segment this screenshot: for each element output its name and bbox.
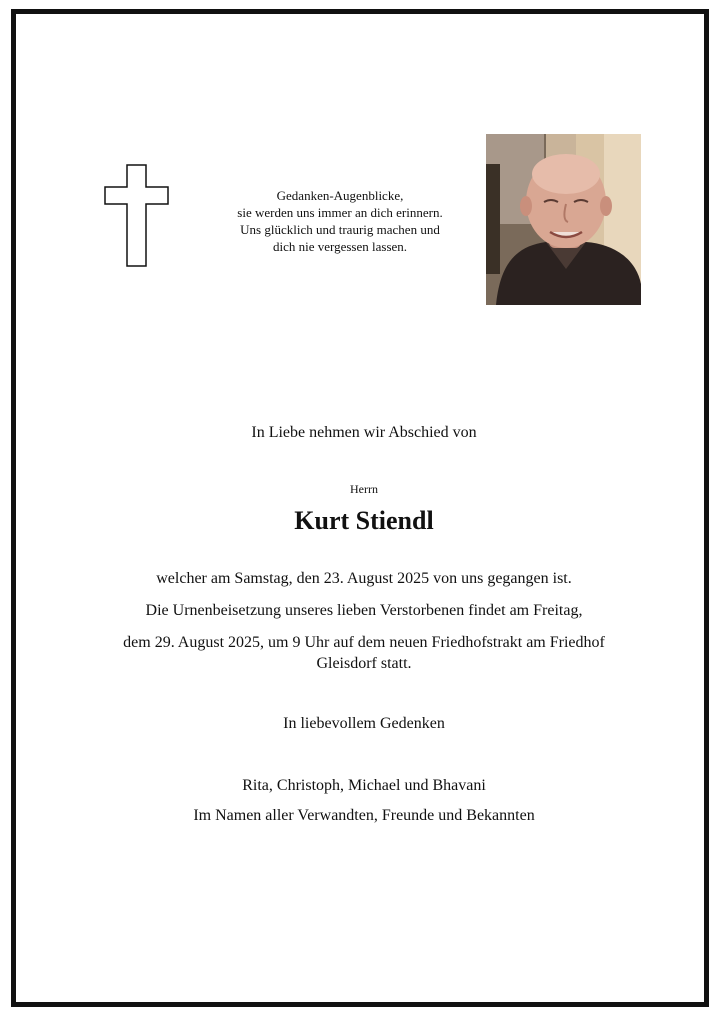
farewell-heading: In Liebe nehmen wir Abschied von: [251, 424, 477, 441]
poem-line: dich nie vergessen lassen.: [272, 239, 408, 254]
deceased-name: Kurt Stiendl: [294, 506, 434, 535]
notice-text-line: welcher am Samstag, den 23. August 2025 von uns gegangen ist.: [156, 570, 572, 587]
poem-line: sie werden uns immer an dich erinnern.: [237, 205, 443, 220]
salutation: Herrn: [350, 482, 378, 496]
remembrance-line: In liebevollem Gedenken: [283, 715, 445, 732]
notice-text-line: Gleisdorf statt.: [316, 655, 412, 672]
notice-text-line: dem 29. August 2025, um 9 Uhr auf dem neuen Friedhofstrakt am Friedhof: [123, 634, 605, 651]
notice-text-line: Die Urnenbeisetzung unseres lieben Verstorbenen findet am Freitag,: [145, 602, 583, 619]
poem: [200, 187, 480, 255]
cross-icon: [104, 164, 170, 268]
poem-line: Uns glücklich und traurig machen und: [240, 222, 440, 237]
portrait-photo: [486, 134, 641, 305]
relatives-line: Im Namen aller Verwandten, Freunde und Bekannten: [193, 807, 535, 824]
family-names: Rita, Christoph, Michael und Bhavani: [242, 777, 486, 794]
poem-line: Gedanken-Augenblicke,: [276, 188, 404, 203]
